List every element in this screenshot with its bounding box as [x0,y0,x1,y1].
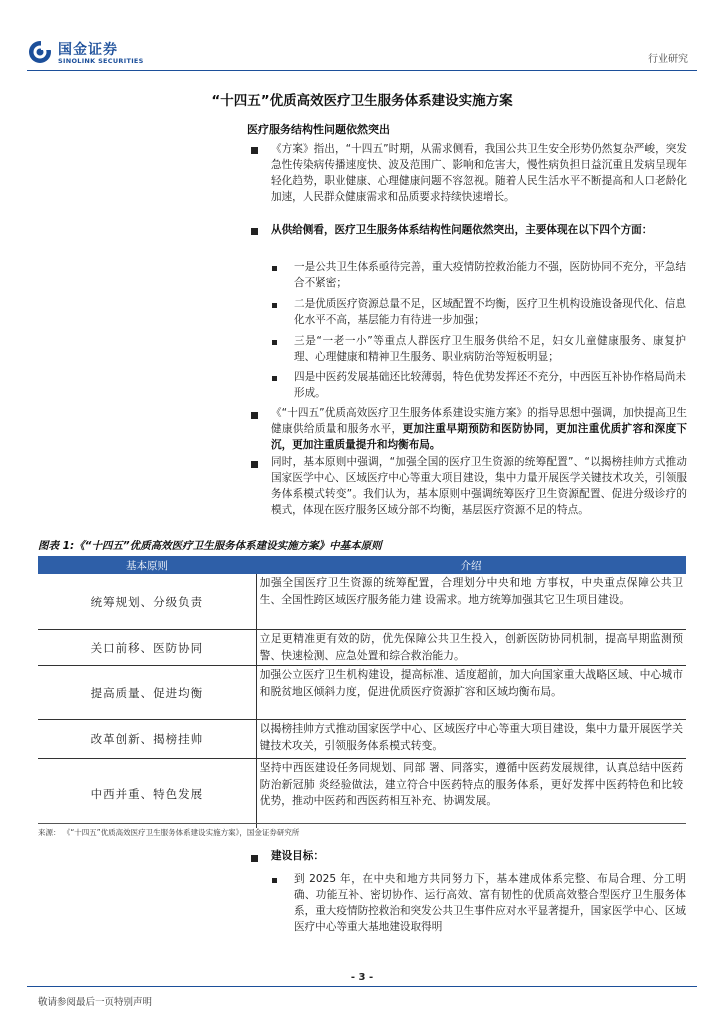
paragraph-basic-principles: 同时，基本原则中强调，“加强全国的医疗卫生资源的统筹配置”、“以揭榜挂帅方式推动国家医学中心、区域医疗中心等重大项目建设，集中力量开展医学关键技术攻关，引领服务体系模式转变”。我们认为，基本原则中强调统筹医疗卫生资源配置、促进分级诊疗的模式，体现在医疗服务区域分部不均衡，基层医疗资源不足的特点。 [271,456,687,516]
principle-name: 统筹规划、分级负责 [38,574,257,629]
paragraph-supply-side: 从供给侧看，医疗卫生服务体系结构性问题依然突出，主要体现在以下四个方面： [271,224,653,236]
bullet-square [251,147,258,154]
principle-description: 加强全国医疗卫生资源的统筹配置，合理划分中央和地 方事权，中央重点保障公共卫生、全国性跨区域医疗服务能力建 设需求。地方统筹加强其它卫生项目建设。 [259,576,683,606]
sub-bullet [272,266,277,271]
bullet-square [251,855,258,862]
principle-name: 提高质量、促进均衡 [38,666,257,719]
header-divider [27,70,697,71]
table-source: 来源： 《“十四五”优质高效医疗卫生服务体系建设实施方案》，国金证券研究所 [38,828,300,837]
principle-description: 加强公立医疗卫生机构建设，提高标准、适度超前，加大向国家重大战略区域、中心城市和脱贫地区倾斜力度，促进优质医疗资源扩容和区域均衡布局。 [259,668,683,698]
guiding-emphasis: 更加注重早期预防和医防协同，更加注重优质扩容和深度下沉，更加注重质量提升和均衡布局。 [271,423,687,451]
table-row [38,759,686,828]
sub-bullet [272,376,277,381]
goals-heading: 建设目标： [271,850,324,862]
table-title: 图表 1:《“十四五”优质高效医疗卫生服务体系建设实施方案》中基本原则 [38,540,382,552]
principle-description: 立足更精准更有效的防，优先保障公共卫生投入，创新医防协同机制，提高早期监测预警、快速检测、应急处置和综合救治能力。 [259,632,683,662]
page-title: “十四五”优质高效医疗卫生服务体系建设实施方案 [211,93,513,109]
sub-bullet [272,303,277,308]
company-logo [28,38,144,70]
bullet-square [251,461,258,468]
principle-description: 以揭榜挂帅方式推动国家医学中心、区域医疗中心等重大项目建设，集中力量开展医学关键技术攻关，引领服务体系模式转变。 [259,722,683,752]
section-heading: 医疗服务结构性问题依然突出 [247,123,390,136]
sub-point-4: 四是中医药发展基础还比较薄弱，特色优势发挥还不充分，中西医互补协作格局尚未形成。 [294,371,686,399]
logo-text-cn: 国金证券 [58,42,118,58]
bullet-square [251,412,258,419]
principle-description: 坚持中西医建设任务同规划、同部 署、同落实，遵循中医药发展规律，认真总结中医药防治新冠肺 炎经验做法，建立符合中医药特点的服务体系，更好发挥中医药特色和比较优势，推动中医药和西医药相互补充、协调发展。 [259,761,683,807]
guiding-text: 《“十四五”优质高效医疗卫生服务体系建设实施方案》的指导思想中强调，加快提高卫生健康供给质量和服务水平， [271,407,687,435]
footer-divider [27,986,697,987]
principle-name: 关口前移、医防协同 [38,630,257,665]
table-header-principle: 基本原则 [126,559,168,572]
footer-disclaimer: 敬请参阅最后一页特别声明 [38,997,153,1008]
principle-name: 中西并重、特色发展 [38,759,257,828]
sub-bullet [272,878,277,883]
table-bottom-rule [38,823,686,824]
table-row [38,666,686,720]
table-header [38,556,686,574]
logo-text-en: SINOLINK SECURITIES [58,57,144,65]
table-row [38,630,686,666]
report-type-label: 行业研究 [648,54,688,65]
principles-table [38,556,686,828]
table-row [38,574,686,630]
sub-point-3: 三是“一老一小”等重点人群医疗卫生服务供给不足，妇女儿童健康服务、康复护理、心理健康和精神卫生服务、职业病防治等短板明显； [294,335,686,363]
table-row [38,720,686,759]
principle-name: 改革创新、揭榜挂帅 [38,720,257,758]
paragraph-demand-side: 《方案》指出，“十四五”时期，从需求侧看，我国公共卫生安全形势仍然复杂严峻，突发急性传染病传播速度快、波及范围广、影响和危害大，慢性病负担日益沉重且发病呈现年轻化趋势，职业健康、心理健康问题不容忽视。随着人民生活水平不断提高和人口老龄化加速，人民群众健康需求和品质要求持续快速增长。 [271,143,687,203]
page-number: - 3 - [350,972,374,983]
sinolink-logo-icon [28,40,52,64]
sub-point-2: 二是优质医疗资源总量不足，区域配置不均衡，医疗卫生机构设施设备现代化、信息化水平不高，基层能力有待进一步加强； [294,298,686,326]
paragraph-guiding-ideology [271,405,687,453]
sub-point-1: 一是公共卫生体系亟待完善，重大疫情防控救治能力不强，医防协同不充分，平急结合不紧密； [294,261,686,289]
bullet-square [251,228,258,235]
table-header-intro: 介绍 [460,559,482,572]
sub-bullet [272,340,277,345]
goals-item-2025: 到 2025 年，在中央和地方共同努力下，基本建成体系完整、布局合理、分工明确、功能互补、密切协作、运行高效、富有韧性的优质高效整合型医疗卫生服务体系，重大疫情防控救治和突发公共卫生事件应对水平显著提升，国家医学中心、区域医疗中心等重大基地建设取得明 [294,873,686,933]
